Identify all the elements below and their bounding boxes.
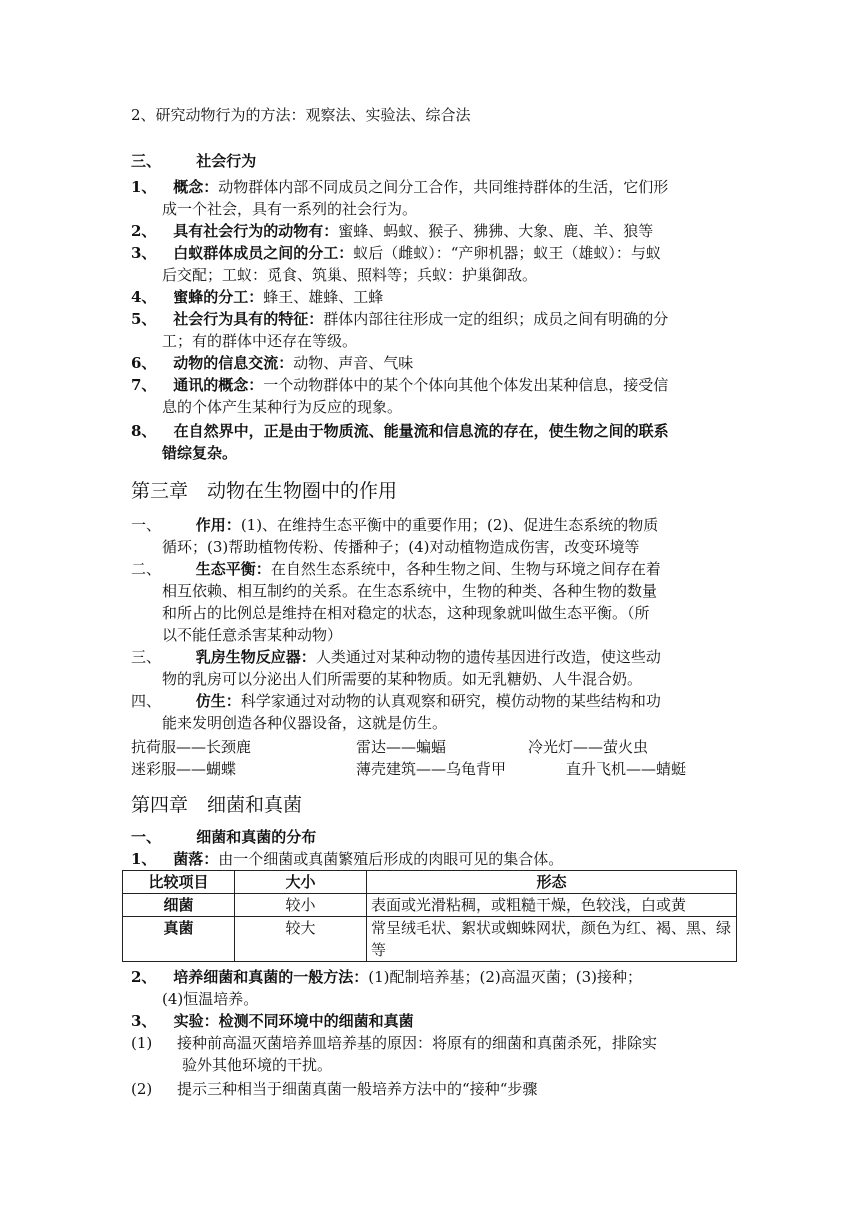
sub-item-continuation: 验外其他环境的干扰。	[182, 1056, 333, 1074]
list-item	[131, 420, 669, 442]
list-item	[131, 220, 653, 242]
sub-item	[131, 1032, 657, 1054]
section-paragraph	[131, 514, 658, 536]
item-label: 具有社会行为的动物有：	[173, 222, 339, 240]
sub-item-text: 接种前高温灭菌培养皿培养基的原因：将原有的细菌和真菌杀死，排除实	[177, 1034, 658, 1052]
section-continuation: 循环；(3)帮助植物传粉、传播种子；(4)对动植物造成伤害，改变环境等	[162, 538, 640, 556]
item-continuation: (4)恒温培养。	[162, 990, 259, 1008]
item-label: 白蚁群体成员之间的分工：	[173, 244, 354, 262]
item-number: 8、	[131, 422, 157, 440]
chapter-title: 第四章 细菌和真菌	[131, 794, 303, 816]
item-text: 蜂王、雄蜂、工蜂	[263, 288, 384, 306]
list-item	[131, 176, 668, 198]
item-text: 在自然界中，正是由于物质流、能量流和信息流的存在，使生物之间的联系	[173, 422, 669, 440]
item-text: 蚁后（雌蚁）：“产卵机器；蚁王（雄蚁）：与蚁	[353, 244, 661, 262]
item-label: 社会行为具有的特征：	[173, 310, 324, 328]
section-paragraph	[131, 690, 661, 712]
section-label: 生态平衡：	[195, 560, 271, 578]
item-continuation: 成一个社会，具有一系列的社会行为。	[162, 200, 418, 218]
section-text: (1)、在维持生态平衡中的重要作用；(2)、促进生态系统的物质	[240, 516, 659, 534]
list-item	[131, 1010, 414, 1032]
item-number: 2、	[131, 222, 157, 240]
item-text: 一个动物群体中的某个个体向其他个体发出某种信息，接受信	[263, 376, 669, 394]
bionic-pair: 冷光灯——萤火虫	[528, 738, 649, 756]
item-number: 1、	[131, 850, 157, 868]
list-item	[131, 374, 668, 396]
item-number: 3、	[131, 244, 157, 262]
bionic-pair: 薄壳建筑——乌龟背甲	[356, 760, 507, 778]
table-row	[123, 917, 737, 962]
section-number: 二、	[131, 560, 162, 578]
item-label: 概念：	[173, 178, 219, 196]
item-text: (1)配制培养基；(2)高温灭菌；(3)接种；	[368, 968, 642, 986]
section-title: 细菌和真菌的分布	[196, 828, 317, 846]
section-paragraph	[131, 558, 661, 580]
item-number: 3、	[131, 1012, 157, 1030]
sub-item-number: (2)	[131, 1080, 153, 1098]
section-text: 在自然生态系统中，各种生物之间、生物与环境之间存在着	[270, 560, 661, 578]
item-number: 6、	[131, 354, 157, 372]
item-continuation: 错综复杂。	[162, 444, 238, 462]
item-number: 7、	[131, 376, 157, 394]
item-label: 培养细菌和真菌的一般方法：	[173, 968, 369, 986]
section-continuation: 物的乳房可以分泌出人们所需要的某种物质。如无乳糖奶、人牛混合奶。	[162, 670, 643, 688]
table-cell: 较大	[235, 917, 367, 962]
list-item	[131, 242, 661, 264]
sub-item-number: (1)	[131, 1034, 153, 1052]
list-item	[131, 352, 413, 374]
table-cell: 细菌	[123, 894, 235, 917]
item-text: 动物、声音、气味	[293, 354, 414, 372]
list-item	[131, 966, 642, 988]
bionic-pair: 直升飞机——蜻蜓	[566, 760, 687, 778]
list-item	[131, 848, 563, 870]
list-item	[131, 286, 383, 308]
section-number: 三、	[131, 152, 162, 170]
method-line: 2、研究动物行为的方法：观察法、实验法、综合法	[131, 106, 471, 124]
table-header-row	[123, 871, 737, 894]
section-continuation: 和所占的比例总是维持在相对稳定的状态，这种现象就叫做生态平衡。（所	[162, 604, 650, 622]
item-label: 动物的信息交流：	[173, 354, 294, 372]
item-label: 实验：检测不同环境中的细菌和真菌	[173, 1012, 414, 1030]
list-item	[131, 308, 668, 330]
item-text: 蜜蜂、蚂蚁、猴子、狒狒、大象、鹿、羊、狼等	[338, 222, 654, 240]
section-heading-social	[131, 150, 256, 172]
section-label: 仿生：	[195, 692, 241, 710]
table-row	[123, 894, 737, 917]
section-label: 作用：	[195, 516, 241, 534]
section-paragraph	[131, 646, 661, 668]
section-number: 四、	[131, 692, 162, 710]
item-text: 群体内部往往形成一定的组织；成员之间有明确的分	[323, 310, 669, 328]
chapter-title: 第三章 动物在生物圈中的作用	[131, 480, 398, 502]
section-continuation: 能来发明创造各种仪器设备，这就是仿生。	[162, 714, 448, 732]
item-continuation: 工；有的群体中还存在等级。	[162, 332, 358, 350]
section-continuation: 相互依赖、相互制约的关系。在生态系统中，生物的种类、各种生物的数量	[162, 582, 658, 600]
section-number: 三、	[131, 648, 162, 666]
section-label: 乳房生物反应器：	[195, 648, 316, 666]
section-title: 社会行为	[196, 152, 257, 170]
table-cell: 较小	[235, 894, 367, 917]
bionic-pair: 迷彩服——蝴蝶	[131, 760, 237, 778]
section-heading	[131, 826, 316, 848]
comparison-table	[122, 870, 737, 962]
item-text: 由一个细菌或真菌繁殖后形成的肉眼可见的集合体。	[218, 850, 564, 868]
item-label: 蜜蜂的分工：	[173, 288, 264, 306]
item-continuation: 息的个体产生某种行为反应的现象。	[162, 398, 403, 416]
section-text: 人类通过对某种动物的遗传基因进行改造，使这些动	[315, 648, 661, 666]
sub-item	[131, 1078, 537, 1100]
item-number: 1、	[131, 178, 157, 196]
bionic-pair: 抗荷服——长颈鹿	[131, 738, 252, 756]
table-header: 大小	[235, 871, 367, 894]
section-text: 科学家通过对动物的认真观察和研究，模仿动物的某些结构和功	[240, 692, 661, 710]
item-continuation: 后交配；工蚁：觅食、筑巢、照料等；兵蚁：护巢御敌。	[162, 266, 538, 284]
table-header: 形态	[367, 871, 737, 894]
table-header: 比较项目	[123, 871, 235, 894]
section-continuation: 以不能任意杀害某种动物）	[162, 626, 343, 644]
item-number: 2、	[131, 968, 157, 986]
item-text: 动物群体内部不同成员之间分工合作，共同维持群体的生活，它们形	[218, 178, 669, 196]
item-label: 通讯的概念：	[173, 376, 264, 394]
table-cell: 表面或光滑粘稠，或粗糙干燥，色较浅，白或黄	[367, 894, 737, 917]
item-number: 4、	[131, 288, 157, 306]
section-number: 一、	[131, 828, 162, 846]
item-label: 菌落：	[173, 850, 219, 868]
bionic-pair: 雷达——蝙蝠	[356, 738, 447, 756]
item-number: 5、	[131, 310, 157, 328]
table-cell: 常呈绒毛状、絮状或蜘蛛网状，颜色为红、褐、黑、绿等	[367, 917, 737, 962]
section-number: 一、	[131, 516, 162, 534]
sub-item-text: 提示三种相当于细菌真菌一般培养方法中的“接种“步骤	[177, 1080, 538, 1098]
table-cell: 真菌	[123, 917, 235, 962]
